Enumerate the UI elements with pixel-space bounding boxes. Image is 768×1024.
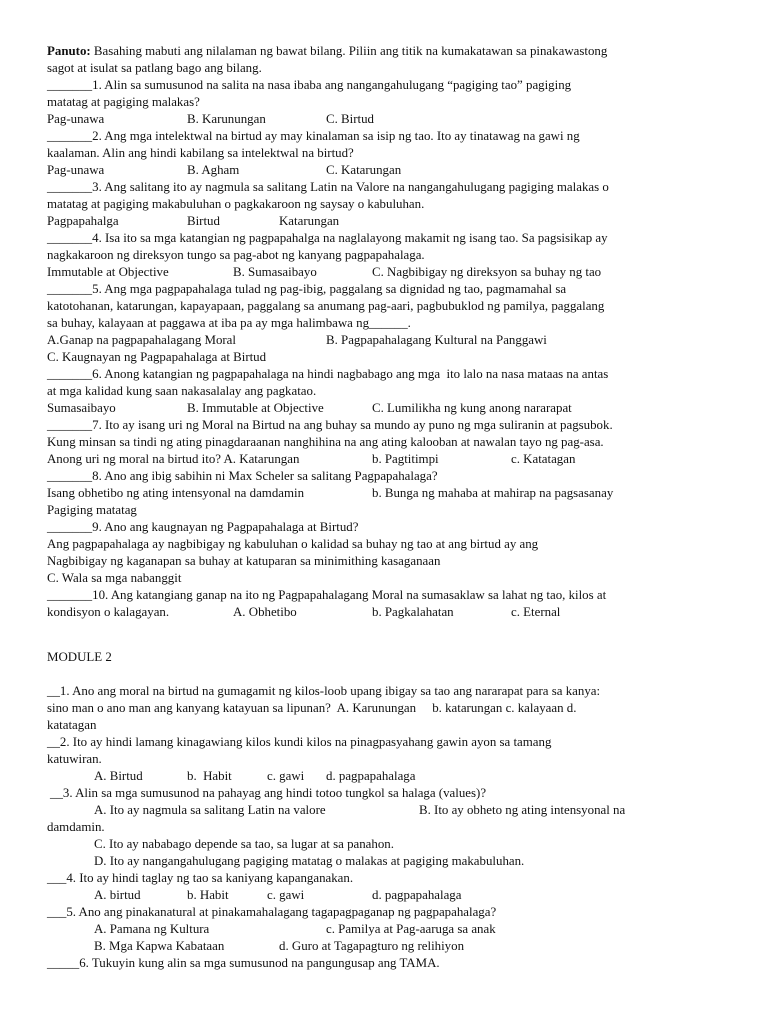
q3-option-a: Pagpapahalga [47, 214, 119, 228]
question-1: _______1. Alin sa sumusunod na salita na nasa ibaba ang nangangahulugang “pagiging tao” pagiging [47, 78, 572, 92]
q1-option-a: Pag-unawa [47, 112, 105, 126]
q10-option-c: c. Eternal [511, 605, 561, 619]
m2-question-4: ___4. Ito ay hindi taglay ng tao sa kaniyang kapanganakan. [47, 871, 354, 885]
q6-option-c: C. Lumilikha ng kung anong nararapat [372, 401, 572, 415]
q2-option-a: Pag-unawa [47, 163, 105, 177]
question-3-cont: matatag at pagiging makabuluhan o pagkakaroon ng saysay o kabuluhan. [47, 197, 425, 211]
q8-option-a: Isang obhetibo ng ating intensyonal na damdamin [47, 486, 305, 500]
m2-q4-option-c: c. gawi [267, 888, 305, 902]
q2-option-b: B. Agham [187, 163, 240, 177]
q8-option-b: b. Bunga ng mahaba at mahirap na pagsasanay [372, 486, 614, 500]
m2-q3-option-a: A. Ito ay nagmula sa salitang Latin na valore [94, 803, 326, 817]
m2-question-5: ___5. Ano ang pinakanatural at pinakamahalagang tagapagpaganap ng pagpapahalaga? [47, 905, 497, 919]
question-3: _______3. Ang salitang ito ay nagmula sa salitang Latin na Valore na nangangahulugang pagiging malakas o [47, 180, 609, 194]
q9-option-a: Ang pagpapahalaga ay nagbibigay ng kabuluhan o kalidad sa buhay ng tao at ang birtud ay ang [47, 537, 539, 551]
q7-option-c: c. Katatagan [511, 452, 576, 466]
m2-q2-option-c: c. gawi [267, 769, 305, 783]
q5-option-a: A.Ganap na pagpapahalagang Moral [47, 333, 236, 347]
m2-question-3: __3. Alin sa mga sumusunod na pahayag ang hindi totoo tungkol sa halaga (values)? [50, 786, 487, 800]
q9-option-c: C. Wala sa mga nabanggit [47, 571, 182, 585]
m2-question-1: __1. Ano ang moral na birtud na gumagamit ng kilos-loob upang ibigay sa tao ang nararapat para sa kanya: [47, 684, 601, 698]
q5-option-b: B. Pagpapahalagang Kultural na Panggawi [326, 333, 547, 347]
question-5-cont-1: katotohanan, katarungan, kapayapaan, paggalang sa anumang pag-aari, pagbubuklod ng pamilya, paggalang [47, 299, 605, 313]
question-7-cont-2: Anong uri ng moral na birtud ito? A. Katarungan [47, 452, 300, 466]
question-10: _______10. Ang katangiang ganap na ito ng Pagpapahalagang Moral na sumasaklaw sa lahat ng tao, kilos at [47, 588, 607, 602]
m2-question-1-cont-2: katatagan [47, 718, 97, 732]
m2-question-6: _____6. Tukuyin kung alin sa mga sumusunod na pangungusap ang TAMA. [47, 956, 440, 970]
m2-q2-option-b: b. Habit [187, 769, 232, 783]
m2-q3-option-c: C. Ito ay nababago depende sa tao, sa lugar at sa panahon. [94, 837, 394, 851]
q9-option-b: Nagbibigay ng kaganapan sa buhay at katuparan sa minimithing kasaganaan [47, 554, 441, 568]
question-9: _______9. Ano ang kaugnayan ng Pagpapahalaga at Birtud? [47, 520, 359, 534]
m2-q3-option-b-wrap: damdamin. [47, 820, 105, 834]
m2-q4-option-a: A. birtud [94, 888, 141, 902]
q6-option-b: B. Immutable at Objective [187, 401, 324, 415]
question-4-cont: nagkakaroon ng direksyon tungo sa pag-abot ng kanyang pagpapahalaga. [47, 248, 425, 262]
q5-option-c: C. Kaugnayan ng Pagpapahalaga at Birtud [47, 350, 267, 364]
question-5-cont-2: sa buhay, kalayaan at paggawa at iba pa ay mga halimbawa ng______. [47, 316, 411, 330]
instructions-line-1: Panuto: Basahing mabuti ang nilalaman ng bawat bilang. Piliin ang titik na kumakatawan sa pinakawastong [47, 44, 608, 58]
m2-q2-option-d: d. pagpapahalaga [326, 769, 416, 783]
q8-option-c: Pagiging matatag [47, 503, 137, 517]
question-1-cont: matatag at pagiging malakas? [47, 95, 200, 109]
q3-option-b: Birtud [187, 214, 220, 228]
question-8: _______8. Ano ang ibig sabihin ni Max Scheler sa salitang Pagpapahalaga? [47, 469, 438, 483]
q3-option-c: Katarungan [279, 214, 340, 228]
m2-q5-option-d: d. Guro at Tagapagturo ng relihiyon [279, 939, 465, 953]
instructions-label: Panuto: [47, 44, 91, 58]
question-6-cont: at mga kalidad kung saan nakasalalay ang pagkatao. [47, 384, 317, 398]
q6-option-a: Sumasaibayo [47, 401, 116, 415]
q1-option-b: B. Karunungan [187, 112, 266, 126]
q4-option-b: B. Sumasaibayo [233, 265, 317, 279]
m2-q3-option-d: D. Ito ay nangangahulugang pagiging matatag o malakas at pagiging makabuluhan. [94, 854, 525, 868]
m2-q4-option-d: d. pagpapahalaga [372, 888, 462, 902]
m2-q5-option-c: c. Pamilya at Pag-aaruga sa anak [326, 922, 496, 936]
m2-question-1-cont: sino man o ano man ang kanyang katayuan sa lipunan? A. Karunungan b. katarungan c. kalayaan d. [47, 701, 577, 715]
q10-option-a: A. Obhetibo [233, 605, 297, 619]
q10-option-b: b. Pagkalahatan [372, 605, 454, 619]
question-4: _______4. Isa ito sa mga katangian ng pagpapahalga na naglalayong makamit ng isang tao. Sa pagsisikap ay [47, 231, 608, 245]
m2-q5-option-a: A. Pamana ng Kultura [94, 922, 210, 936]
question-7: _______7. Ito ay isang uri ng Moral na Birtud na ang buhay sa mundo ay puno ng mga suliranin at pagsubok. [47, 418, 613, 432]
m2-question-2: __2. Ito ay hindi lamang kinagawiang kilos kundi kilos na pinagpasyahang gawin ayon sa tamang [47, 735, 552, 749]
module-2-heading: MODULE 2 [47, 650, 112, 664]
question-10-cont: kondisyon o kalagayan. [47, 605, 170, 619]
instructions-line-2: sagot at isulat sa patlang bago ang bilang. [47, 61, 262, 75]
q1-option-c: C. Birtud [326, 112, 374, 126]
question-7-cont-1: Kung minsan sa tindi ng ating pinagdaraanan nanghihina na ang ating kalooban at nawalan tayo ng pag-asa. [47, 435, 604, 449]
m2-q2-option-a: A. Birtud [94, 769, 143, 783]
q2-option-c: C. Katarungan [326, 163, 402, 177]
question-6: _______6. Anong katangian ng pagpapahalaga na hindi nagbabago ang mga ito lalo na nasa mataas na antas [47, 367, 609, 381]
q7-option-b: b. Pagtitimpi [372, 452, 439, 466]
question-2: _______2. Ang mga intelektwal na birtud ay may kinalaman sa isip ng tao. Ito ay tinatawag na gawi ng [47, 129, 580, 143]
m2-q3-option-b: B. Ito ay obheto ng ating intensyonal na [419, 803, 626, 817]
m2-q5-option-b: B. Mga Kapwa Kabataan [94, 939, 225, 953]
question-2-cont: kaalaman. Alin ang hindi kabilang sa intelektwal na birtud? [47, 146, 354, 160]
q4-option-a: Immutable at Objective [47, 265, 169, 279]
m2-question-2-cont: katuwiran. [47, 752, 102, 766]
q4-option-c: C. Nagbibigay ng direksyon sa buhay ng tao [372, 265, 602, 279]
m2-q4-option-b: b. Habit [187, 888, 229, 902]
question-5: _______5. Ang mga pagpapahalaga tulad ng pag-ibig, paggalang sa dignidad ng tao, pagmamahal sa [47, 282, 567, 296]
